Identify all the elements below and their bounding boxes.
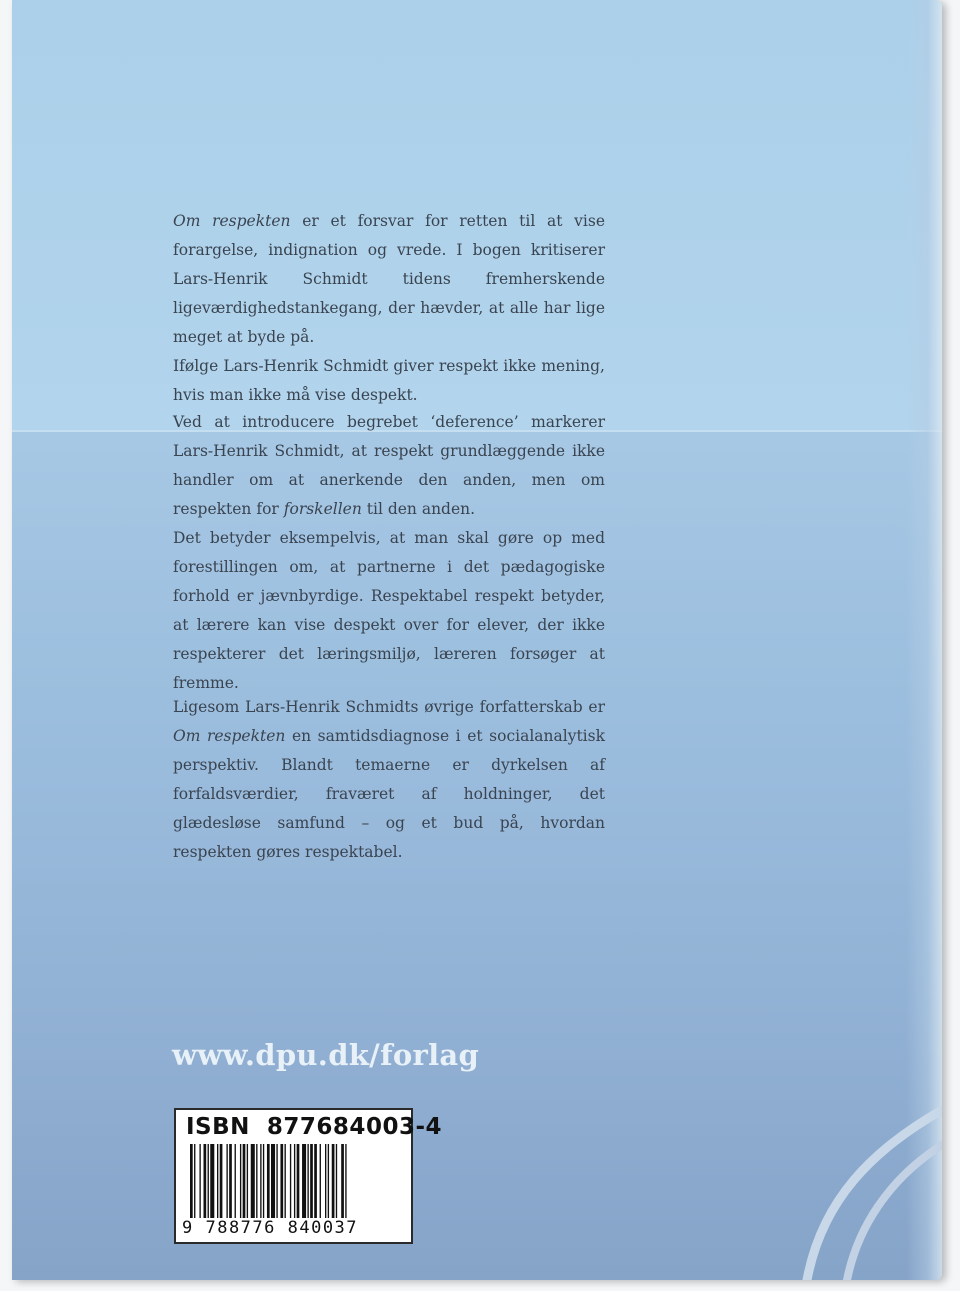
barcode-bar: [310, 1144, 313, 1218]
barcode-bar: [240, 1144, 241, 1218]
barcode-bar: [345, 1144, 346, 1218]
blurb-paragraph-3: [173, 693, 605, 867]
barcode-bar: [267, 1144, 270, 1218]
barcode-bar: [328, 1144, 329, 1218]
blurb-paragraph-2-second: Det betyder eksempelvis, at man skal gøre op med forestillingen om, at partnerne i det pædagogiske forhold er jævnbyrdige. Respektabel respekt betyder, at lærere kan vise despekt over for elever, der ikke respekterer det læringsmiljø, læreren forsøger at fremme.: [173, 529, 605, 692]
publisher-url: www.dpu.dk/forlag: [172, 1038, 480, 1072]
barcode-bar: [307, 1144, 308, 1218]
barcode-bar: [280, 1144, 283, 1218]
barcode-bar: [302, 1144, 306, 1218]
barcode-bar: [325, 1144, 326, 1218]
barcode-bar: [235, 1144, 236, 1218]
isbn-number: ISBN 877684003-4: [186, 1114, 442, 1140]
barcode-bar: [204, 1144, 207, 1218]
barcode-bar: [256, 1144, 257, 1218]
isbn-barcode-label: [174, 1108, 442, 1244]
barcode-bar: [220, 1144, 223, 1218]
barcode-bar: [276, 1144, 277, 1218]
barcode-bar: [294, 1144, 295, 1218]
barcode-bar: [336, 1144, 337, 1218]
barcode-bar: [217, 1144, 218, 1218]
barcode-bar: [243, 1144, 246, 1218]
barcode-bar: [190, 1144, 193, 1218]
blurb-paragraph-2-part1-end: til den anden.: [361, 500, 476, 518]
blurb-paragraph-3-part1: Ligesom Lars-Henrik Schmidts øvrige forfatterskab er: [173, 698, 605, 716]
barcode-bar: [297, 1144, 300, 1218]
barcode-bar: [290, 1144, 291, 1218]
blurb-paragraph-2-first: [173, 408, 605, 524]
barcode-bar: [285, 1144, 286, 1218]
barcode-bar: [208, 1144, 209, 1218]
barcode-bar: [341, 1144, 344, 1218]
barcode-icon: [188, 1144, 400, 1218]
barcode-bar: [194, 1144, 195, 1218]
blurb-paragraph-3-end: en samtidsdiagnose i et socialanalytisk perspektiv. Blandt temaerne er dyrkelsen af forfaldsværdier, fraværet af holdninger, det glædesløse samfund – og et bud på, hvordan respekten gøres respektabel.: [173, 727, 605, 861]
barcode-bar: [271, 1144, 275, 1218]
barcode-bar: [314, 1144, 317, 1218]
barcode-bar: [320, 1144, 321, 1218]
barcode-bar: [199, 1144, 200, 1218]
cover-edge-highlight: [906, 0, 942, 1280]
ean-digits: 9 788776 840037: [182, 1218, 359, 1238]
barcode-bar: [332, 1144, 335, 1218]
blurb-paragraph-2: [173, 408, 605, 698]
barcode-bar: [247, 1144, 248, 1218]
barcode-bar: [251, 1144, 255, 1218]
barcode-bar: [263, 1144, 264, 1218]
forskellen-italic: forskellen: [283, 500, 362, 518]
book-back-cover: [12, 0, 942, 1280]
barcode-bar: [260, 1144, 261, 1218]
barcode-bar: [229, 1144, 232, 1218]
blurb-paragraph-1-rest: er et forsvar for retten til at vise forargelse, indignation og vrede. I bogen kritiserer Lars-Henrik Schmidt tidens fremherskende ligeværdighedstankegang, der hævder, at alle har lige meget at byde på.: [173, 212, 605, 346]
blurb-paragraph-1-text: [173, 207, 605, 352]
blurb-paragraph-1-second: Ifølge Lars-Henrik Schmidt giver respekt ikke mening, hvis man ikke må vise despekt.: [173, 357, 605, 404]
blurb-paragraph-1: [173, 207, 605, 410]
barcode-bar: [210, 1144, 214, 1218]
blurb-paragraph-2-part1: Ved at introducere begrebet ‘deference’ markerer Lars-Henrik Schmidt, at respekt grundlæggende ikke handler om at anerkende den anden, men om respekten for: [173, 413, 605, 518]
book-title-italic-2: Om respekten: [173, 727, 286, 745]
book-title-italic: Om respekten: [173, 212, 291, 230]
publisher-swoosh-logo-icon: [762, 1090, 942, 1280]
barcode-bar: [226, 1144, 227, 1218]
blurb-paragraph-3-text: [173, 693, 605, 867]
